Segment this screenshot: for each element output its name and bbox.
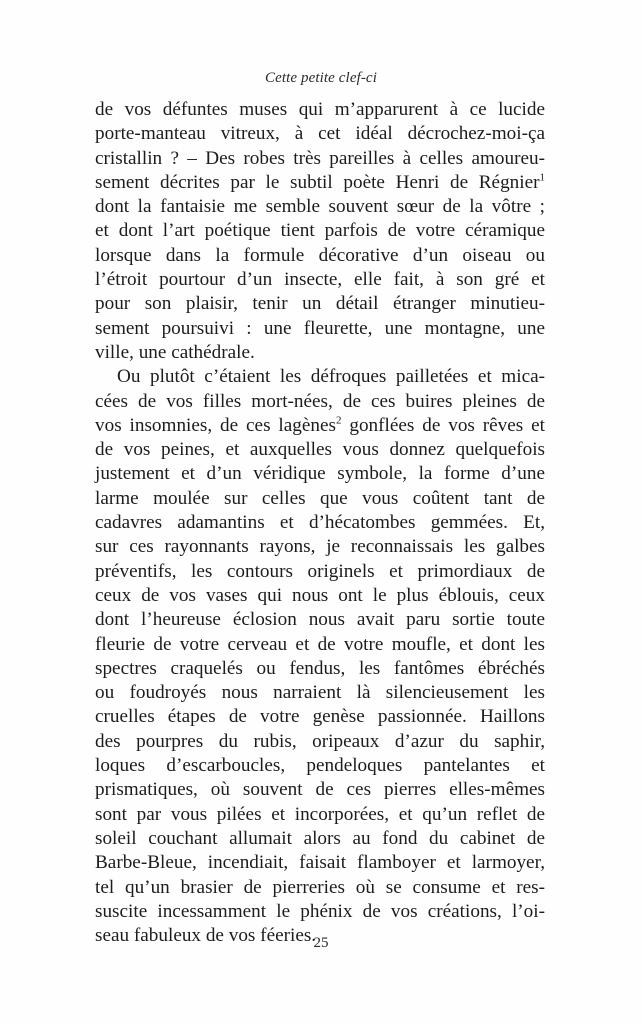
text-line: vos insomnies, de ces lagènes$^2$ gonflées de vos rêves et [95, 414, 545, 436]
text-line: Ou plutôt c’étaient les défroques pailletées et mica- [117, 366, 545, 388]
footnote-reference: 2 [335, 414, 342, 427]
text-line: lorsque dans la formule décorative d’un oiseau ou [95, 244, 545, 266]
text-line: suscite incessamment le phénix de vos créations, l’oi- [95, 900, 545, 922]
text-line: cruelles étapes de votre genèse passionnée. Haillons [95, 706, 545, 728]
text-line: des pourpres du rubis, oripeaux d’azur du saphir, [95, 730, 545, 752]
text-line: cristallin ? – Des robes très pareilles à celles amoureu- [95, 147, 545, 169]
text-line: dont la fantaisie me semble souvent sœur de la vôtre ; [95, 196, 545, 218]
text-line: fleurie de votre cerveau et de votre moufle, et dont les [95, 633, 545, 655]
body-text [95, 98, 545, 948]
footnote-reference: 1 [539, 171, 545, 184]
text-line: sur ces rayonnants rayons, je reconnaissais les galbes [95, 536, 545, 558]
text-line: sont par vous pilées et incorporées, et qu’un reflet de [95, 803, 545, 825]
text-line: sement décrites par le subtil poète Henri de Régnier$^1$ [95, 171, 545, 193]
text-line: cées de vos filles mort-nées, de ces buires pleines de [95, 390, 545, 412]
text-line: larme moulée sur celles que vous coûtent tant de [95, 487, 545, 509]
text-line: ceux de vos vases qui nous ont le plus éblouis, ceux [95, 584, 545, 606]
text-line: Barbe-Bleue, incendiait, faisait flamboyer et larmoyer, [95, 852, 545, 874]
page-number: 25 [313, 935, 329, 951]
text-line: de vos peines, et auxquelles vous donnez quelquefois [95, 439, 545, 461]
text-line: et dont l’art poétique tient parfois de votre céramique [95, 220, 545, 242]
running-head: Cette petite clef-ci [265, 70, 377, 86]
text-line: dont l’heureuse éclosion nous avait paru sortie toute [95, 609, 545, 631]
text-line: pour son plaisir, tenir un détail étranger minutieu- [95, 293, 545, 315]
text-line: ou foudroyés nous narraient là silencieusement les [95, 682, 545, 704]
text-line: de vos défuntes muses qui m’apparurent à ce lucide [95, 99, 545, 120]
text-line: porte-manteau vitreux, à cet idéal décrochez-moi-ça [95, 123, 545, 145]
text-line: prismatiques, où souvent de ces pierres elles-mêmes [95, 779, 545, 801]
text-line: tel qu’un brasier de pierreries où se consume et res- [95, 876, 545, 898]
text-line: seau fabuleux de vos féeries. [95, 925, 317, 947]
text-line: sement poursuivi : une fleurette, une montagne, une [95, 317, 545, 339]
text-line: l’étroit pourtour d’un insecte, elle fait, à son gré et [95, 269, 545, 291]
text-line: préventifs, les contours originels et primordiaux de [95, 560, 545, 582]
text-line: cadavres adamantins et d’hécatombes gemmées. Et, [95, 512, 545, 534]
text-line: loques d’escarboucles, pendeloques pantelantes et [95, 755, 545, 777]
text-line: spectres craquelés ou fendus, les fantômes ébréchés [95, 657, 545, 679]
text-line: justement et d’un véridique symbole, la forme d’une [95, 463, 545, 485]
text-line: ville, une cathédrale. [95, 341, 255, 363]
text-line: soleil couchant allumait alors au fond du cabinet de [95, 827, 545, 849]
